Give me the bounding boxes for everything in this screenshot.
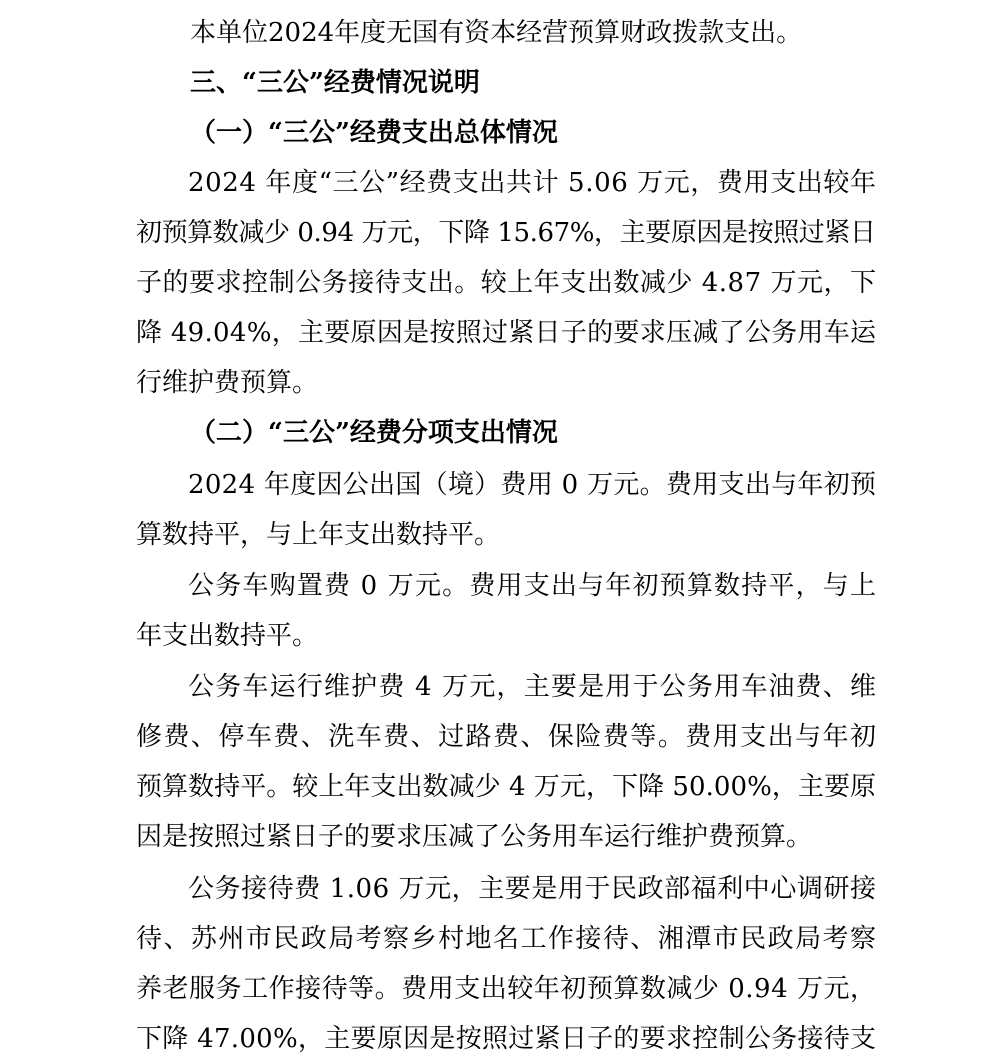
subsection-heading: （一）“三公”经费支出总体情况: [190, 118, 558, 148]
paragraph-line: 本单位2024年度无国有资本经营预算财政拨款支出。: [190, 18, 803, 48]
paragraph-line: 养老服务工作接待等。费用支出较年初预算数减少 0.94 万元，: [136, 974, 877, 1004]
paragraph-line: 公务接待费 1.06 万元，主要是用于民政部福利中心调研接: [188, 874, 877, 904]
paragraph-line: 下降 47.00%，主要原因是按照过紧日子的要求控制公务接待支: [136, 1024, 877, 1054]
section-heading: 三、“三公”经费情况说明: [190, 68, 480, 98]
subsection-heading: （二）“三公”经费分项支出情况: [190, 418, 558, 448]
paragraph-line: 因是按照过紧日子的要求压减了公务用车运行维护费预算。: [136, 822, 813, 852]
paragraph-line: 初预算数减少 0.94 万元，下降 15.67%，主要原因是按照过紧日: [136, 218, 876, 248]
paragraph-line: 2024 年度“三公”经费支出共计 5.06 万元，费用支出较年: [188, 168, 877, 198]
paragraph-line: 行维护费预算。: [136, 368, 319, 398]
paragraph-line: 降 49.04%，主要原因是按照过紧日子的要求压减了公务用车运: [136, 318, 877, 348]
paragraph-line: 公务车购置费 0 万元。费用支出与年初预算数持平，与上: [188, 571, 878, 601]
paragraph-line: 待、苏州市民政局考察乡村地名工作接待、湘潭市民政局考察: [136, 924, 878, 954]
paragraph-line: 年支出数持平。: [136, 621, 319, 651]
paragraph-line: 算数持平，与上年支出数持平。: [136, 520, 501, 550]
paragraph-line: 预算数持平。较上年支出数减少 4 万元，下降 50.00%，主要原: [136, 772, 877, 802]
paragraph-line: 子的要求控制公务接待支出。较上年支出数减少 4.87 万元，下: [136, 268, 877, 298]
paragraph-line: 2024 年度因公出国（境）费用 0 万元。费用支出与年初预: [188, 470, 877, 500]
paragraph-line: 修费、停车费、洗车费、过路费、保险费等。费用支出与年初: [136, 722, 878, 752]
paragraph-line: 公务车运行维护费 4 万元，主要是用于公务用车油费、维: [188, 672, 878, 702]
